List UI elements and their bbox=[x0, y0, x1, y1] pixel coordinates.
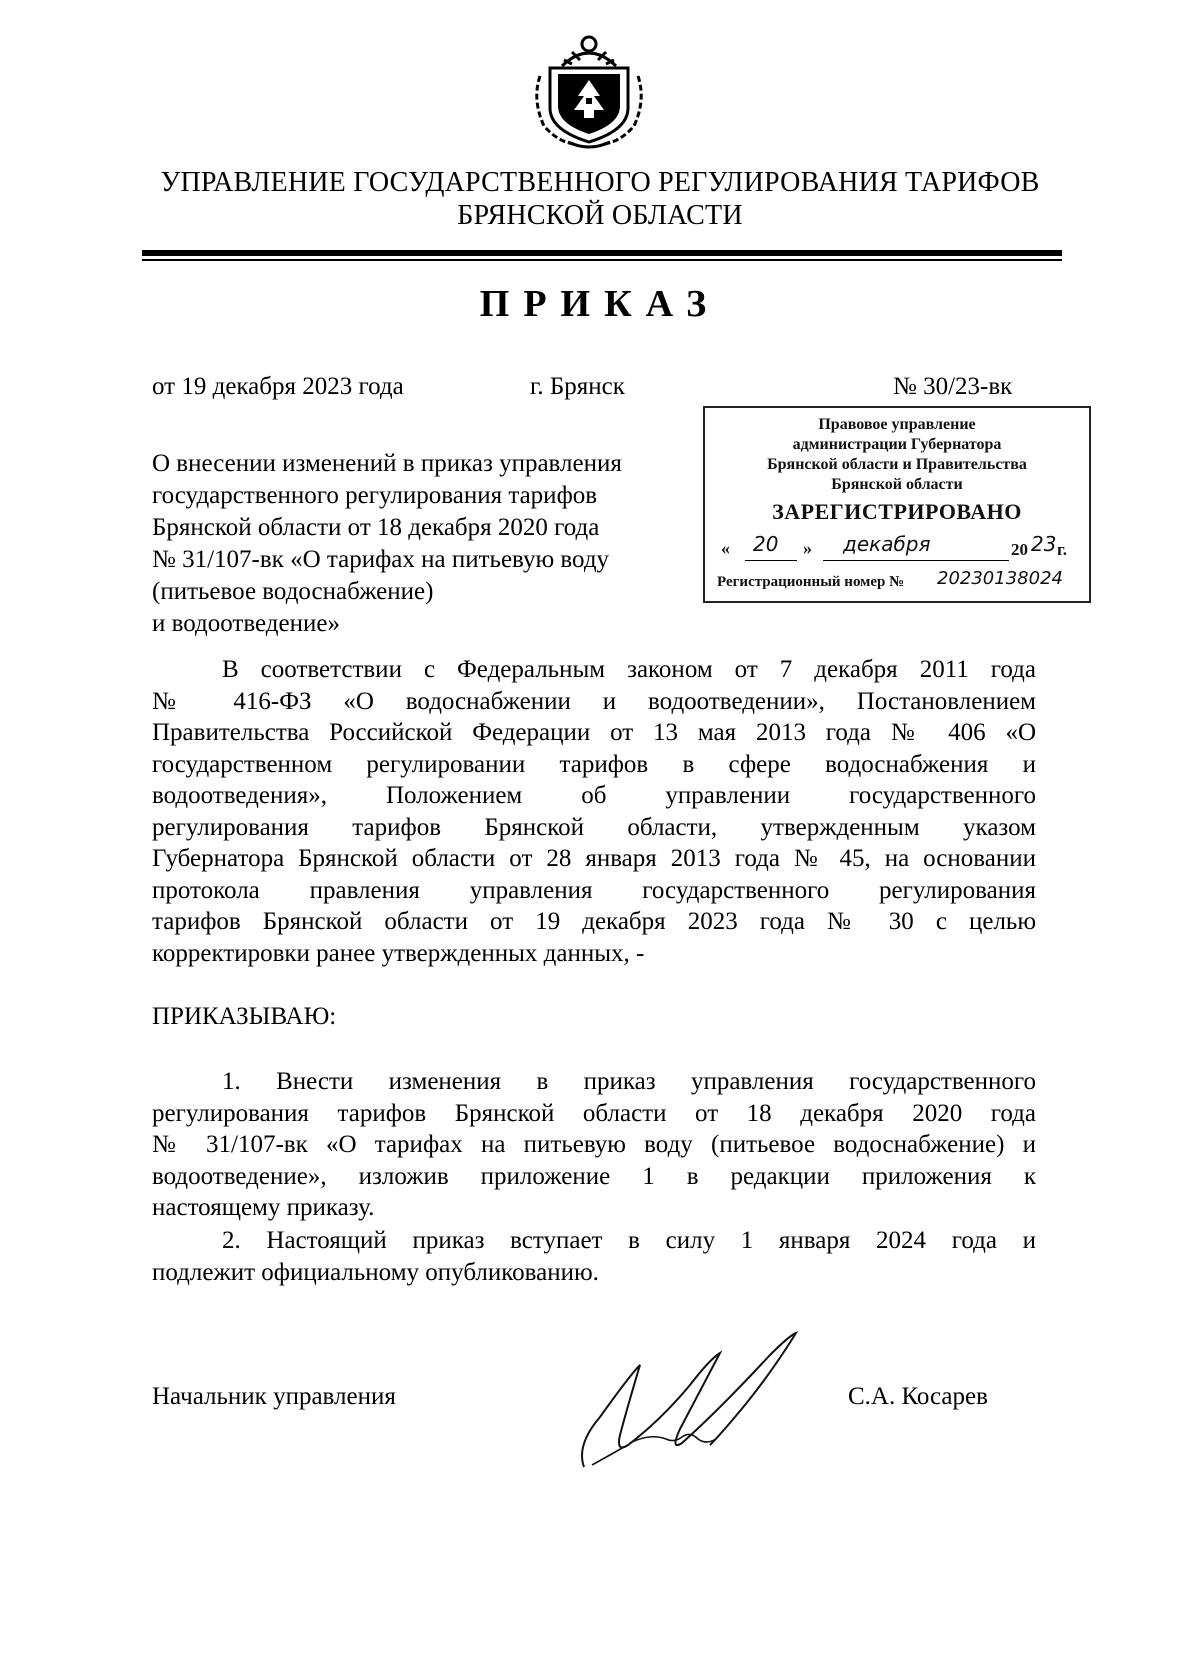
stamp-quote-close: » bbox=[803, 538, 812, 558]
stamp-date-row bbox=[713, 534, 1083, 564]
stamp-line-2: администрации Губернатора bbox=[792, 436, 1002, 453]
signatory-position: Начальник управления bbox=[152, 1383, 396, 1410]
subject-line: О внесении изменений в приказ управления bbox=[152, 450, 622, 477]
subject-line: и водоотведение» bbox=[152, 610, 340, 637]
stamp-line-1: Правовое управление bbox=[818, 416, 976, 433]
stamp-registered: ЗАРЕГИСТРИРОВАНО bbox=[772, 499, 1022, 524]
order-subject bbox=[152, 448, 712, 640]
header-divider-thick bbox=[142, 250, 1062, 256]
stamp-line-4: Брянской области bbox=[831, 476, 963, 493]
subject-line: № 31/107-вк «О тарифах на питьевую воду bbox=[152, 546, 610, 573]
preamble-line: корректировки ранее утвержденных данных, - bbox=[152, 939, 645, 967]
order-item-2 bbox=[152, 1225, 1036, 1288]
stamp-day: 20 bbox=[753, 532, 779, 556]
stamp-year-prefix: 20 bbox=[1011, 540, 1028, 559]
item-1-line: настоящему приказу. bbox=[152, 1194, 375, 1221]
preamble-line: тарифов Брянской области от 19 декабря 2023 года № 30 с целью bbox=[152, 908, 1036, 935]
order-directive-word: ПРИКАЗЫВАЮ: bbox=[152, 1003, 337, 1030]
preamble-line: государственном регулировании тарифов в сфере водоснабжения и bbox=[152, 750, 1036, 778]
item-1-line: 1. Внести изменения в приказ управления государственного bbox=[222, 1068, 1036, 1095]
organization-name-line-2: БРЯНСКОЙ ОБЛАСТИ bbox=[457, 200, 743, 231]
preamble-line: Правительства Российской Федерации от 13 мая 2013 года № 406 «О bbox=[152, 719, 1036, 746]
order-item-1 bbox=[152, 1066, 1036, 1224]
handwritten-signature bbox=[570, 1325, 810, 1475]
stamp-reg-number: 20230138024 bbox=[937, 568, 1063, 589]
signatory-name: С.А. Косарев bbox=[848, 1383, 988, 1410]
stamp-year-suffix: 23 bbox=[1031, 532, 1057, 556]
stamp-year-unit: г. bbox=[1057, 540, 1068, 559]
header-divider-thin bbox=[142, 259, 1062, 261]
stamp-reg-label: Регистрационный номер № bbox=[717, 574, 905, 590]
subject-line: (питьевое водоснабжение) bbox=[152, 578, 434, 605]
item-1-line: № 31/107-вк «О тарифах на питьевую воду (питьевое водоснабжение) и bbox=[152, 1131, 1036, 1158]
stamp-quote-open: « bbox=[721, 538, 730, 558]
preamble-line: № 416-ФЗ «О водоснабжении и водоотведении», Постановлением bbox=[152, 687, 1036, 715]
order-city: г. Брянск bbox=[530, 373, 625, 400]
stamp-line-3: Брянской области и Правительства bbox=[767, 456, 1027, 473]
stamp-month: декабря bbox=[843, 532, 931, 556]
organization-name-line-1: УПРАВЛЕНИЕ ГОСУДАРСТВЕННОГО РЕГУЛИРОВАНИЯ ТАРИФОВ bbox=[160, 167, 1040, 198]
item-1-line: водоотведение», изложив приложение 1 в редакции приложения к bbox=[152, 1162, 1036, 1190]
stamp-month-underline bbox=[823, 560, 1009, 561]
document-title: ПРИКАЗ bbox=[479, 283, 721, 325]
order-date: от 19 декабря 2023 года bbox=[152, 373, 404, 400]
registration-stamp bbox=[703, 406, 1091, 603]
preamble-line: регулирования тарифов Брянской области, утвержденным указом bbox=[152, 813, 1036, 841]
subject-line: Брянской области от 18 декабря 2020 года bbox=[152, 514, 600, 541]
item-2-line: 2. Настоящий приказ вступает в силу 1 января 2024 года и bbox=[222, 1227, 1036, 1254]
order-number: № 30/23-вк bbox=[893, 373, 1013, 400]
coat-of-arms-emblem bbox=[528, 30, 650, 150]
preamble-line: В соответствии с Федеральным законом от 7 декабря 2011 года bbox=[222, 656, 1036, 683]
stamp-day-underline bbox=[745, 560, 797, 561]
preamble-line: протокола правления управления государственного регулирования bbox=[152, 876, 1036, 904]
preamble-line: водоотведения», Положением об управлении государственного bbox=[152, 782, 1036, 809]
preamble-paragraph bbox=[152, 654, 1036, 969]
preamble-line: Губернатора Брянской области от 28 января 2013 года № 45, на основании bbox=[152, 845, 1036, 872]
item-1-line: регулирования тарифов Брянской области от 18 декабря 2020 года bbox=[152, 1099, 1036, 1127]
stamp-registration-row bbox=[713, 568, 1083, 598]
subject-line: государственного регулирования тарифов bbox=[152, 482, 598, 509]
item-2-line: подлежит официальному опубликованию. bbox=[152, 1258, 599, 1286]
